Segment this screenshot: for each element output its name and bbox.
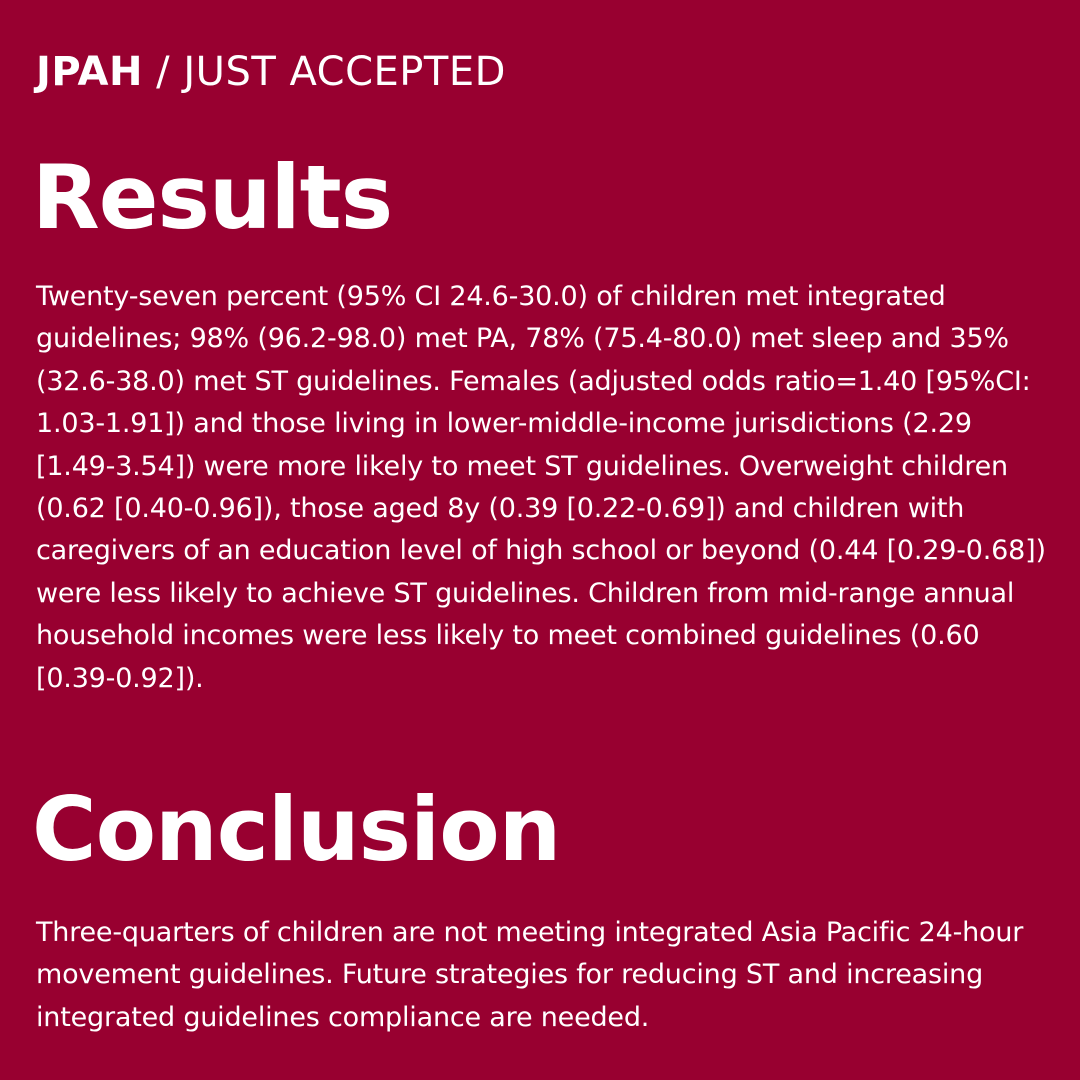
header-separator: / <box>142 49 184 95</box>
results-heading: Results <box>32 146 393 249</box>
publication-status: JUST ACCEPTED <box>183 49 506 95</box>
results-paragraph: Twenty-seven percent (95% CI 24.6-30.0) of children met integrated guidelines; 98% (96.2-98.0) met PA, 78% (75.4-80.0) met sleep and 35% (32.6-38.0) met ST guidelines. Females (adjusted odds ratio=1.40 [95%CI: 1.03-1.91]) and those living in lower-middle-income jurisdictions (2.29 [1.49-3.54]) were more likely to meet ST guidelines. Overweight children (0.62 [0.40-0.96]), those aged 8y (0.39 [0.22-0.69]) and children with caregivers of an education level of high school or beyond (0.44 [0.29-0.68]) were less likely to achieve ST guidelines. Children from mid-range annual household incomes were less likely to meet combined guidelines (0.60 [0.39-0.92]). <box>36 281 1046 694</box>
conclusion-paragraph: Three-quarters of children are not meeting integrated Asia Pacific 24-hour movement guidelines. Future strategies for reducing ST and increasing integrated guidelines compliance are needed. <box>36 917 1024 1033</box>
journal-header <box>36 48 506 96</box>
conclusion-heading: Conclusion <box>32 778 561 881</box>
journal-name: JPAH <box>36 49 143 95</box>
